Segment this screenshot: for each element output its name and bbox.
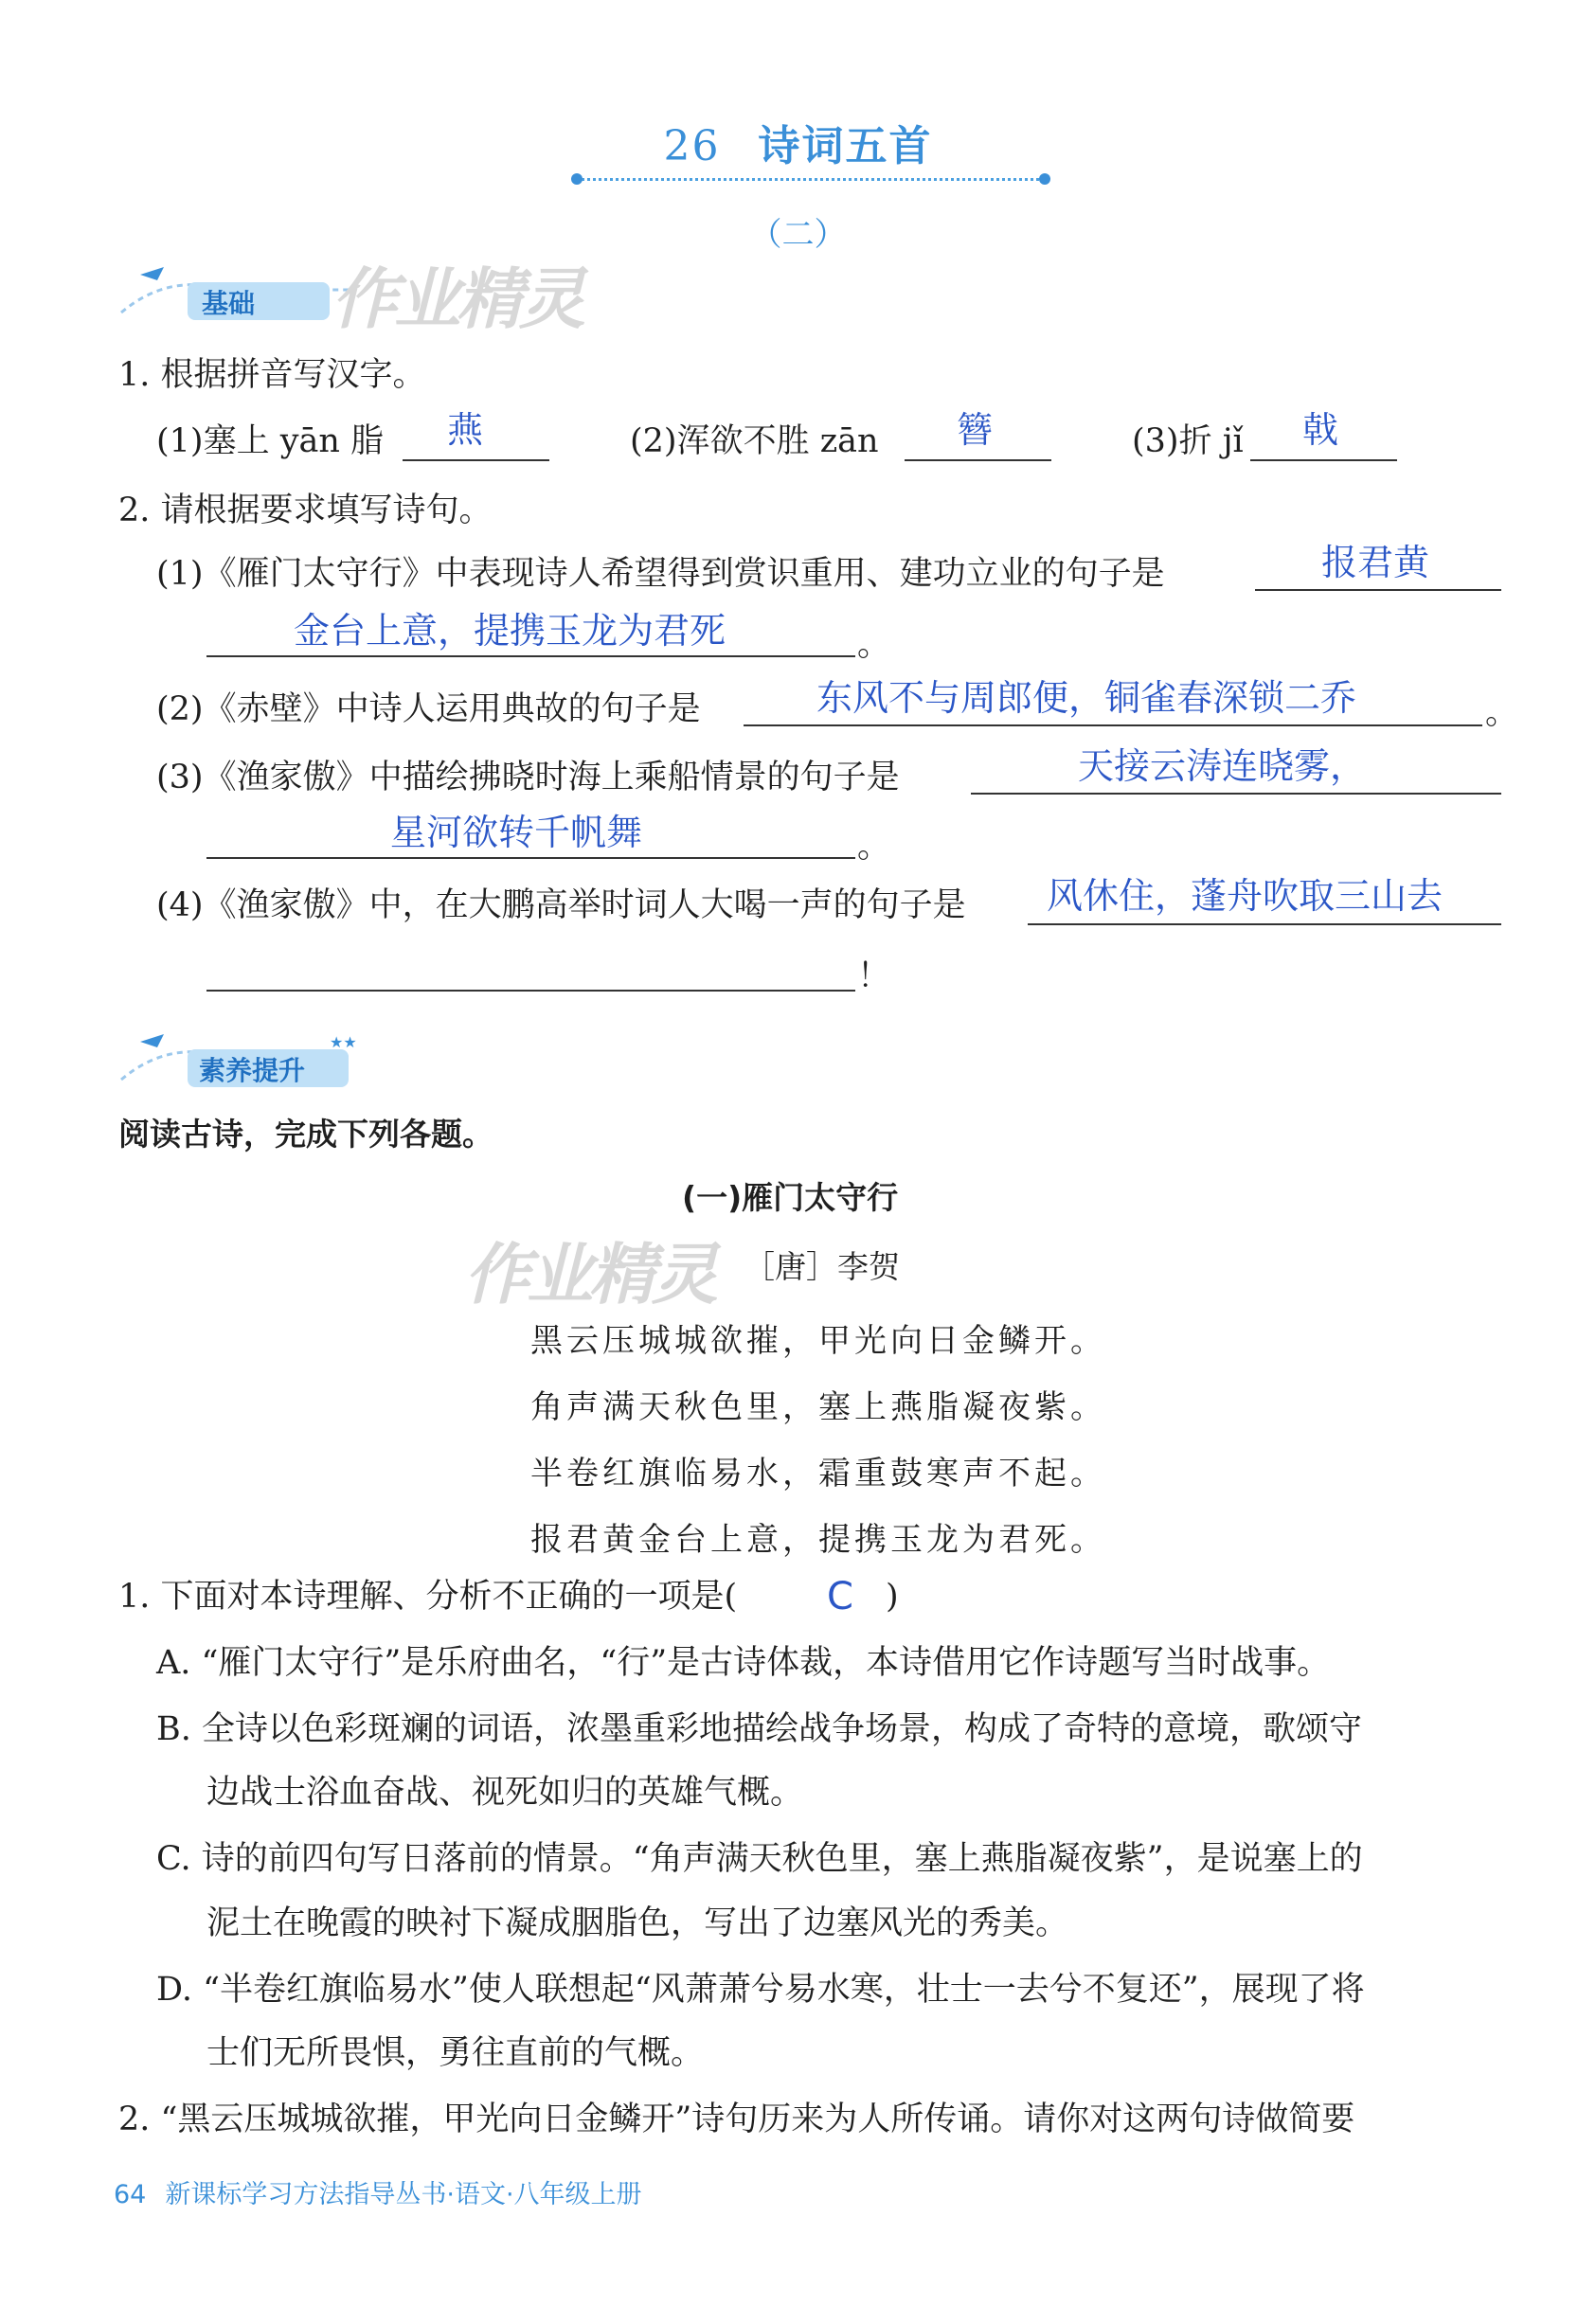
divider-right-dot [1039,173,1050,185]
q2-item-3-blank-a [971,793,1501,795]
lesson-number: 26 [663,122,721,170]
q2-item-4-blank-b [206,990,855,992]
q1-item-2-label: (2)浑欲不胜 zān [630,422,879,460]
q2-prompt: 2. 请根据要求填写诗句。 [118,492,493,529]
q1-prompt: 1. 根据拼音写汉字。 [118,356,426,394]
q2-item-1-blank-b [206,655,855,657]
poem-line-4: 报君黄金台上意，提携玉龙为君死。 [530,1521,1106,1559]
page-footer [114,2173,642,2210]
q1-item-3-label: (3)折 jǐ [1132,422,1244,460]
poem-line-2: 角声满天秋色里，塞上燕脂凝夜紫。 [530,1388,1106,1426]
q2-item-3-end: 。 [857,828,891,866]
q2-item-1-answer-b: 金台上意，提携玉龙为君死 [294,610,726,652]
watermark-top: 作业精灵 [332,260,582,338]
option-c-line-2: 泥土在晚霞的映衬下凝成胭脂色，写出了边塞风光的秀美。 [206,1904,1069,1942]
q2-item-2-blank [744,724,1482,726]
q2-item-4-label: (4)《渔家傲》中，在大鹏高举时词人大喝一声的句子是 [156,886,966,924]
poem-title: (一)雁门太守行 [682,1179,899,1216]
advanced-badge-label: 素养提升 [199,1055,306,1086]
q2-item-1-answer-a: 报君黄 [1321,542,1430,583]
q1-item-2-blank [905,459,1051,461]
q2-item-3-blank-b [206,857,855,859]
q2-item-2-label: (2)《赤壁》中诗人运用典故的句子是 [156,690,701,728]
option-b-line-2: 边战士浴血奋战、视死如归的英雄气概。 [206,1774,804,1812]
q2-item-2-end: 。 [1485,694,1519,732]
q2-item-4-end: ！ [857,957,891,995]
poem-line-1: 黑云压城城欲摧，甲光向日金鳞开。 [530,1322,1106,1360]
poem-line-3: 半卷红旗临易水，霜重鼓寒声不起。 [530,1455,1106,1493]
q2-item-1-label: (1)《雁门太守行》中表现诗人希望得到赏识重用、建功立业的句子是 [156,555,1165,593]
q1-item-1-answer: 燕 [447,409,484,451]
q2-item-1-end: 。 [857,626,891,664]
divider-left-dot [571,173,583,185]
option-d-line-1: D. “半卷红旗临易水”使人联想起“风萧萧兮易水寒，壮士一去兮不复还”，展现了将 [156,1971,1365,2009]
basic-badge-label: 基础 [202,288,256,319]
page-title [0,112,1596,172]
reading-instruction: 阅读古诗，完成下列各题。 [118,1116,493,1153]
q2-item-1-blank-a [1255,589,1501,591]
watermark-middle: 作业精灵 [464,1236,714,1314]
q2-item-4-blank-a [1028,923,1501,925]
q2-item-3-label: (3)《渔家傲》中描绘拂晓时海上乘船情景的句子是 [156,759,900,796]
q1-item-1-blank [403,459,549,461]
q2-item-3-answer-a: 天接云涛连晓雾， [1078,745,1367,787]
reading-q1-answer: C [827,1575,853,1618]
advanced-section-badge [112,1021,377,1097]
q1-item-3-answer: 戟 [1302,409,1339,451]
reading-q1-close: ) [886,1578,899,1616]
option-c-line-1: C. 诗的前四句写日落前的情景。“角声满天秋色里，塞上燕脂凝夜紫”，是说塞上的 [156,1840,1363,1878]
svg-text:★★: ★★ [330,1033,357,1051]
page-number: 64 [114,2180,147,2209]
reading-q2-prompt: 2. “黑云压城城欲摧，甲光向日金鳞开”诗句历来为人所传诵。请你对这两句诗做简要 [118,2101,1355,2138]
part-subtitle: （二） [749,216,847,254]
q1-item-3-blank [1250,459,1397,461]
q2-item-4-answer: 风休住，蓬舟吹取三山去 [1047,875,1444,917]
option-b-line-1: B. 全诗以色彩斑斓的词语，浓墨重彩地描绘战争场景，构成了奇特的意境，歌颂守 [156,1710,1362,1748]
reading-q1-prompt: 1. 下面对本诗理解、分析不正确的一项是( [118,1578,738,1616]
lesson-title: 诗词五首 [758,122,933,170]
q2-item-3-answer-b: 星河欲转千帆舞 [390,812,643,853]
q1-item-2-answer: 簪 [957,409,994,451]
q2-item-2-answer: 东风不与周郎便，铜雀春深锁二乔 [816,677,1357,719]
title-divider [575,178,1046,181]
option-a-line-1: A. “雁门太守行”是乐府曲名，“行”是古诗体裁，本诗借用它作诗题写当时战事。 [156,1644,1331,1682]
book-title: 新课标学习方法指导丛书·语文·八年级上册 [165,2180,642,2209]
q1-item-1-label: (1)塞上 yān 脂 [156,422,385,460]
option-d-line-2: 士们无所畏惧，勇往直前的气概。 [206,2034,705,2072]
poem-author: ［唐］李贺 [744,1248,900,1285]
